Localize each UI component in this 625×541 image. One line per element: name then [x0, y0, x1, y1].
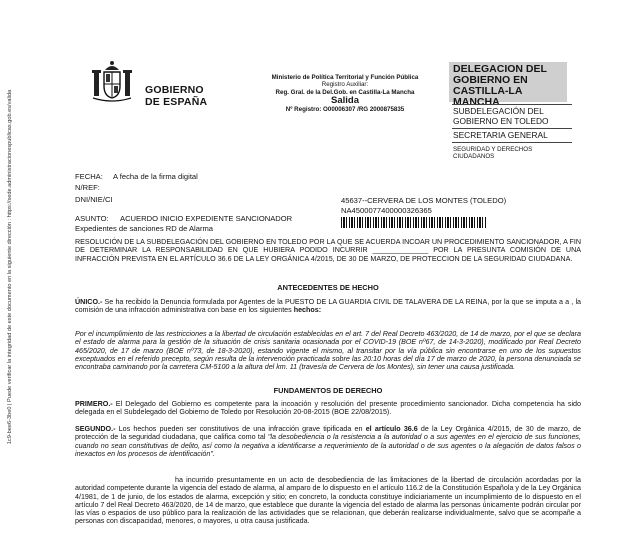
- facts-paragraph: Por el incumplimiento de las restricciones a la libertad de circulación establecidas en el art. 7 del Real Decreto 463/2020, de 14 de marzo, por el que se declara el estado de alarma para la gestión de la situación de crisis sanitaria ocasionada por el COVID-19 (BOE nº67, de 14-3-2020), modificado por Real Decreto 465/2020, de 17 de marzo (BOE nº73, de 18-3-2020), estando vigente el mismo, al transitar por la vía pública sin encontrarse en uno de los supuestos exceptuados en el referido precepto, según resulta de la intervención practicada sobre las 20:10 horas del día 17 de marzo de 2020, la persona denunciada se encontraba caminando por la carretera CM-5100 a la altura del km. 11 (travesía de Cervera de los Montes), sin tener una causa justificada.: [75, 330, 581, 372]
- delegation-line-2: GOBIERNO EN: [453, 74, 528, 86]
- segundo-lead: SEGUNDO.-: [75, 425, 116, 433]
- registry-ministry: Ministerio de Política Territorial y Función Pública: [271, 74, 419, 81]
- final-paragraph: ha incurrido presuntamente en un acto de desobediencia de las limitaciones de la libertad de circulación acordadas por la autoridad competente durante la vigencia del estado de alarma, al amparo de lo dispuesto en el artículo 116.2 de la Constitución Española y de la Ley Orgánica 4/1981, de 1 de junio, de los estados de alarma, excepción y sitio; en concreto, la conducta constituye indiciariamente un incumplimiento de lo dispuesto en el artículo 7 del Real Decreto 463/2020, de 14 de marzo, que establece que durante la vigencia del estado de alarma las personas únicamente podrán circular por las vías o espacios de uso público para la realización de las actividades que se relacionan, que deberán realizarse individualmente, salvo que se acompañe a personas con discapacidad, menores, o mayores, u otra causa justificada.: [75, 476, 581, 526]
- government-name: [145, 84, 207, 108]
- recipient-address: 45637--CERVERA DE LOS MONTES (TOLEDO): [341, 196, 507, 205]
- subdelegation-title: [453, 107, 549, 126]
- fecha-value: A fecha de la firma digital: [113, 172, 198, 181]
- fecha-label: FECHA:: [75, 172, 103, 181]
- coat-of-arms-logo: [90, 60, 134, 104]
- security-line-2: CIUDADANOS: [453, 153, 495, 161]
- delegation-box: [449, 62, 567, 108]
- segundo-article: el artículo 36.6: [365, 425, 418, 433]
- secretaria-general: SECRETARIA GENERAL: [453, 130, 548, 140]
- notification-code: NA4500077400000326365: [341, 206, 432, 215]
- delegation-line-1: DELEGACION DEL: [453, 63, 547, 75]
- security-line-1: SEGURIDAD Y DERECHOS: [453, 146, 533, 153]
- fundamentos-heading: FUNDAMENTOS DE DERECHO: [273, 386, 383, 395]
- unico-hechos: hechos:: [293, 306, 322, 315]
- unico-lead: ÚNICO.-: [75, 298, 103, 306]
- delegation-line-3: CASTILLA-LA MANCHA: [453, 85, 523, 108]
- primero-lead: PRIMERO.-: [75, 400, 113, 408]
- divider: [452, 128, 572, 129]
- divider: [452, 104, 572, 105]
- asunto-label: ASUNTO:: [75, 214, 109, 223]
- asunto-subtitle: Expedientes de sanciones RD de Alarma: [75, 224, 214, 233]
- unico-text: Se ha recibido la Denuncia formulada por Agentes de la PUESTO DE LA GUARDIA CIVIL DE TALAVERA DE LA REINA, por la que se imputa a a , la comisión de una infracción administrativa con base en los siguientes: [75, 298, 581, 315]
- registry-number: Nº Registro: O00006307 /RG 2000875835: [285, 106, 405, 114]
- segundo-quote: "la desobediencia o la resistencia a la autoridad o a sus agentes en el ejercicio de sus funciones, cuando no sean constitutivas de delito, así como la negativa a identificarse a requerimiento de la autoridad o de sus agentes o la alegación de datos falsos o inexactos en los procesos de identificación".: [75, 433, 581, 458]
- subdelegation-line-1: SUBDELEGACIÓN DEL: [453, 106, 544, 116]
- segundo-text-c: de la Ley Orgánica 4/2015, de 30 de marzo, de protección de la seguridad ciudadana, que califica como tal: [75, 425, 582, 442]
- divider: [452, 142, 572, 143]
- registry-stamp: [256, 74, 434, 114]
- registry-office: Reg. Gral. de la Del.Gob. en Castilla-La Mancha: [275, 88, 415, 96]
- registry-aux: Registro Auxiliar:: [321, 81, 369, 89]
- security-rights-unit: [453, 146, 532, 160]
- resolution-paragraph: RESOLUCIÓN DE LA SUBDELEGACIÓN DEL GOBIERNO EN TOLEDO POR LA QUE SE ACUERDA INCOAR UN PROCEDIMIENTO SANCIONADOR, A FIN DE DETERMINAR LA RESPONSABILIDAD EN QUE HUBIERA PODIDO INCURRIR ______________ POR LA PRESUNTA COMISIÓN DE UNA INFRACCIÓN PREVISTA EN EL ARTÍCULO 36.6 DE LA LEY ORGÁNICA 4/2015, DE 30 DE MARZO, DE PROTECCION DE LA SEGURIDAD CIUDADANA.: [75, 238, 581, 263]
- dni-label: DNI/NIE/CI: [75, 195, 113, 204]
- unico-paragraph: [75, 298, 581, 315]
- nref-label: N/REF:: [75, 183, 100, 192]
- asunto-value: ACUERDO INICIO EXPEDIENTE SANCIONADOR: [120, 214, 293, 223]
- government-line-1: GOBIERNO: [145, 84, 204, 96]
- primero-text: El Delegado del Gobierno es competente para la incoación y resolución del presente procedimiento sancionador. Dicha competencia ha sido delegada en el Subdelegado del Gobierno de Toledo por Resolución 20-08-2015 (BOE 22/08/2015).: [75, 400, 581, 417]
- antecedentes-heading: ANTECEDENTES DE HECHO: [277, 283, 379, 292]
- subdelegation-line-2: GOBIERNO EN TOLEDO: [453, 115, 549, 126]
- verification-side-text: 1c9-bee6-3be0 | Puede verificar la integridad de este documento en la siguiente dirección : https://sede.administracionespublicas.gob.es/valida: [7, 89, 13, 445]
- barcode: [341, 217, 486, 228]
- government-line-2: DE ESPAÑA: [145, 96, 208, 108]
- registry-salida: Salida: [331, 95, 359, 107]
- primero-paragraph: [75, 400, 581, 417]
- segundo-text-a: Los hechos pueden ser constitutivos de una infracción grave tipificada en: [118, 425, 363, 433]
- segundo-paragraph: [75, 425, 581, 458]
